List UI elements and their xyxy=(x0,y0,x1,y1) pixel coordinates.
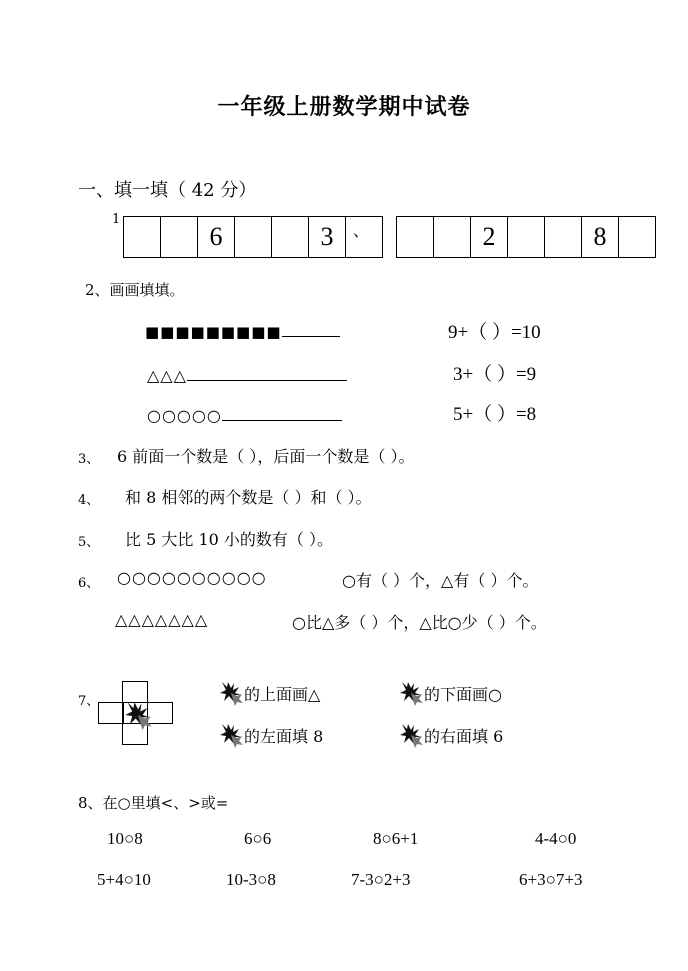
instruction-text: 的右面填 6 xyxy=(424,726,504,746)
leaf-icon xyxy=(218,680,244,706)
instruction-text: 的上面画△ xyxy=(244,684,321,704)
leaf-icon xyxy=(218,722,244,748)
question-text: ○比△多（ ）个，△比○少（ ）个。 xyxy=(292,613,547,632)
comparison-item[interactable]: 7-3○2+3 xyxy=(351,870,411,889)
square-shapes: ■■■■■■■■■ xyxy=(145,323,282,341)
question-number: 3、 xyxy=(78,452,100,467)
number-box[interactable] xyxy=(544,216,582,258)
equation: 3+（ ）=9 xyxy=(453,364,537,385)
triangle-shapes: △△△ xyxy=(147,366,187,385)
comparison-item[interactable]: 6+3○7+3 xyxy=(519,870,583,889)
circle-shapes: ○○○○○ xyxy=(147,406,222,425)
circle-shapes: ○○○○○○○○○○ xyxy=(117,568,267,587)
question-number: 1 xyxy=(112,212,121,227)
instruction-item xyxy=(218,722,323,748)
question-number: 4、 xyxy=(78,493,100,508)
number-box[interactable]: 3 xyxy=(308,216,346,258)
question-number: 6、 xyxy=(78,576,100,591)
number-box[interactable] xyxy=(618,216,656,258)
comparison-item[interactable]: 4-4○0 xyxy=(535,829,577,848)
instruction-item xyxy=(398,680,502,706)
equation: 9+（ ）=10 xyxy=(448,322,541,343)
number-box-group-b xyxy=(396,216,656,258)
comparison-item[interactable]: 8○6+1 xyxy=(373,829,419,848)
shape-row xyxy=(147,400,342,425)
answer-blank[interactable] xyxy=(187,360,347,381)
instruction-item xyxy=(218,680,320,706)
number-box[interactable] xyxy=(123,216,161,258)
number-box[interactable] xyxy=(271,216,309,258)
number-box[interactable]: 6 xyxy=(197,216,235,258)
question-label: 8、在○里填<、>或= xyxy=(78,794,229,812)
comparison-item[interactable]: 10-3○8 xyxy=(226,870,276,889)
section-heading: 一、填一填（ 42 分） xyxy=(78,180,257,201)
shape-row xyxy=(147,360,347,385)
separator: 、 xyxy=(353,221,370,240)
number-box[interactable]: 8 xyxy=(581,216,619,258)
number-box[interactable] xyxy=(396,216,434,258)
instruction-item xyxy=(398,722,503,748)
question-text: 和 8 相邻的两个数是（ ）和（ ）。 xyxy=(125,488,372,507)
cross-grid xyxy=(97,680,175,746)
leaf-icon xyxy=(398,722,424,748)
answer-blank[interactable] xyxy=(282,318,340,337)
question-text: 6 前面一个数是（ ），后面一个数是（ ）。 xyxy=(117,447,415,466)
shape-row xyxy=(145,318,340,341)
question-text: ○有（ ）个，△有（ ）个。 xyxy=(342,571,539,590)
instruction-text: 的左面填 8 xyxy=(244,726,324,746)
number-box-group-a xyxy=(123,216,383,258)
question-number: 7、 xyxy=(78,694,100,709)
question-text: 比 5 大比 10 小的数有（ ）。 xyxy=(125,530,333,549)
comparison-item[interactable]: 6○6 xyxy=(244,829,272,848)
leaf-icon xyxy=(398,680,424,706)
number-box[interactable] xyxy=(507,216,545,258)
number-box[interactable] xyxy=(433,216,471,258)
answer-blank[interactable] xyxy=(222,400,342,421)
triangle-shapes: △△△△△△△ xyxy=(115,610,209,629)
comparison-item[interactable]: 5+4○10 xyxy=(97,870,151,889)
number-box[interactable] xyxy=(234,216,272,258)
instruction-text: 的下面画○ xyxy=(424,684,502,704)
equation: 5+（ ）=8 xyxy=(453,404,537,425)
question-number: 5、 xyxy=(78,535,100,550)
number-box[interactable] xyxy=(160,216,198,258)
page-title: 一年级上册数学期中试卷 xyxy=(217,94,471,120)
number-box[interactable]: 2 xyxy=(470,216,508,258)
comparison-item[interactable]: 10○8 xyxy=(107,829,143,848)
question-label: 2、画画填填。 xyxy=(85,281,185,299)
